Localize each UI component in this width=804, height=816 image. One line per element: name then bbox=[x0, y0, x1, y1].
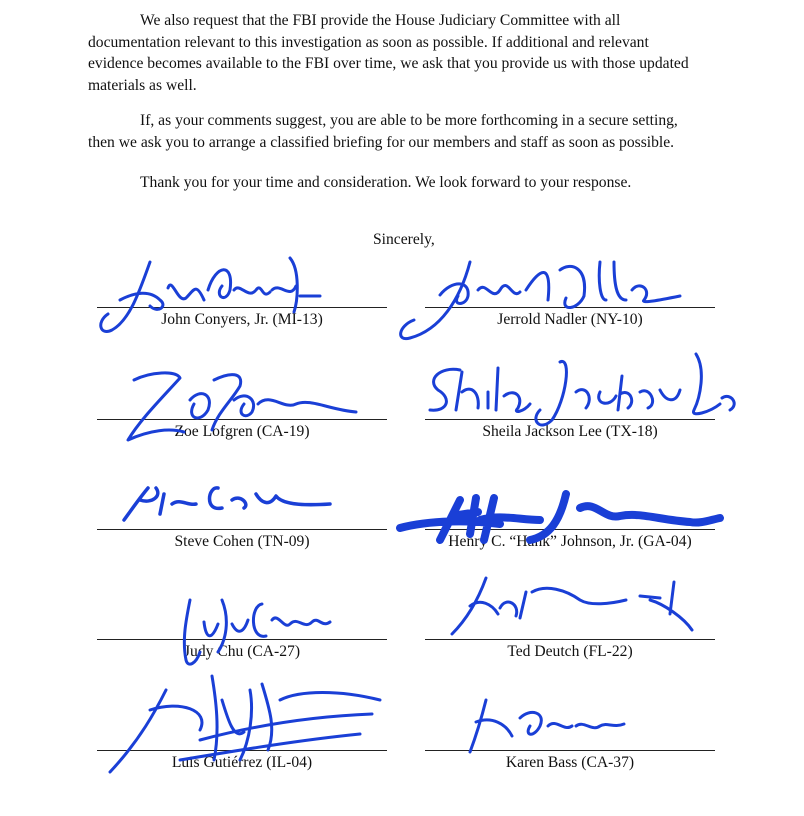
signature-deutch bbox=[452, 578, 692, 634]
paragraph-line: If, as your comments suggest, you are able to be more forthcoming in a secure setting, bbox=[140, 112, 678, 129]
signature-jackson-lee bbox=[430, 354, 734, 425]
signatory-name: Judy Chu (CA-27) bbox=[183, 643, 301, 660]
signature-gutierrez bbox=[110, 676, 380, 772]
paragraph-line: materials as well. bbox=[88, 76, 197, 94]
signatory-name: Ted Deutch (FL-22) bbox=[507, 643, 633, 660]
paragraph-line: Thank you for your time and consideration. We look forward to your response. bbox=[140, 174, 632, 191]
paragraph-line: We also request that the FBI provide the House Judiciary Committee with all bbox=[140, 12, 621, 29]
signatory-name: Luis Gutiérrez (IL-04) bbox=[171, 754, 313, 771]
signatory-name: Sheila Jackson Lee (TX-18) bbox=[482, 423, 658, 440]
paragraph-line: documentation relevant to this investigation as soon as possible. If additional and relevant bbox=[88, 33, 649, 51]
signatory-name: Henry C. “Hank” Johnson, Jr. (GA-04) bbox=[448, 533, 692, 550]
signature-conyers bbox=[101, 258, 320, 331]
signatory-name: Steve Cohen (TN-09) bbox=[174, 533, 310, 550]
closing-salutation: Sincerely, bbox=[373, 231, 435, 248]
paragraph-line: evidence becomes available to the FBI over time, we ask that you provide us with those updated bbox=[88, 55, 689, 72]
signatory-name: Zoe Lofgren (CA-19) bbox=[174, 423, 310, 440]
signature-bass bbox=[470, 700, 624, 752]
signatory-name: Jerrold Nadler (NY-10) bbox=[497, 311, 643, 328]
signature-chu bbox=[184, 600, 330, 664]
signature-cohen bbox=[124, 488, 330, 520]
signatory-name: John Conyers, Jr. (MI-13) bbox=[161, 311, 323, 328]
paragraph-line: then we ask you to arrange a classified briefing for our members and staff as soon as possible. bbox=[88, 133, 675, 151]
signature-lofgren bbox=[128, 373, 356, 440]
signatory-name: Karen Bass (CA-37) bbox=[505, 754, 635, 771]
signature-nadler bbox=[401, 262, 680, 339]
signature-johnson bbox=[400, 494, 720, 540]
